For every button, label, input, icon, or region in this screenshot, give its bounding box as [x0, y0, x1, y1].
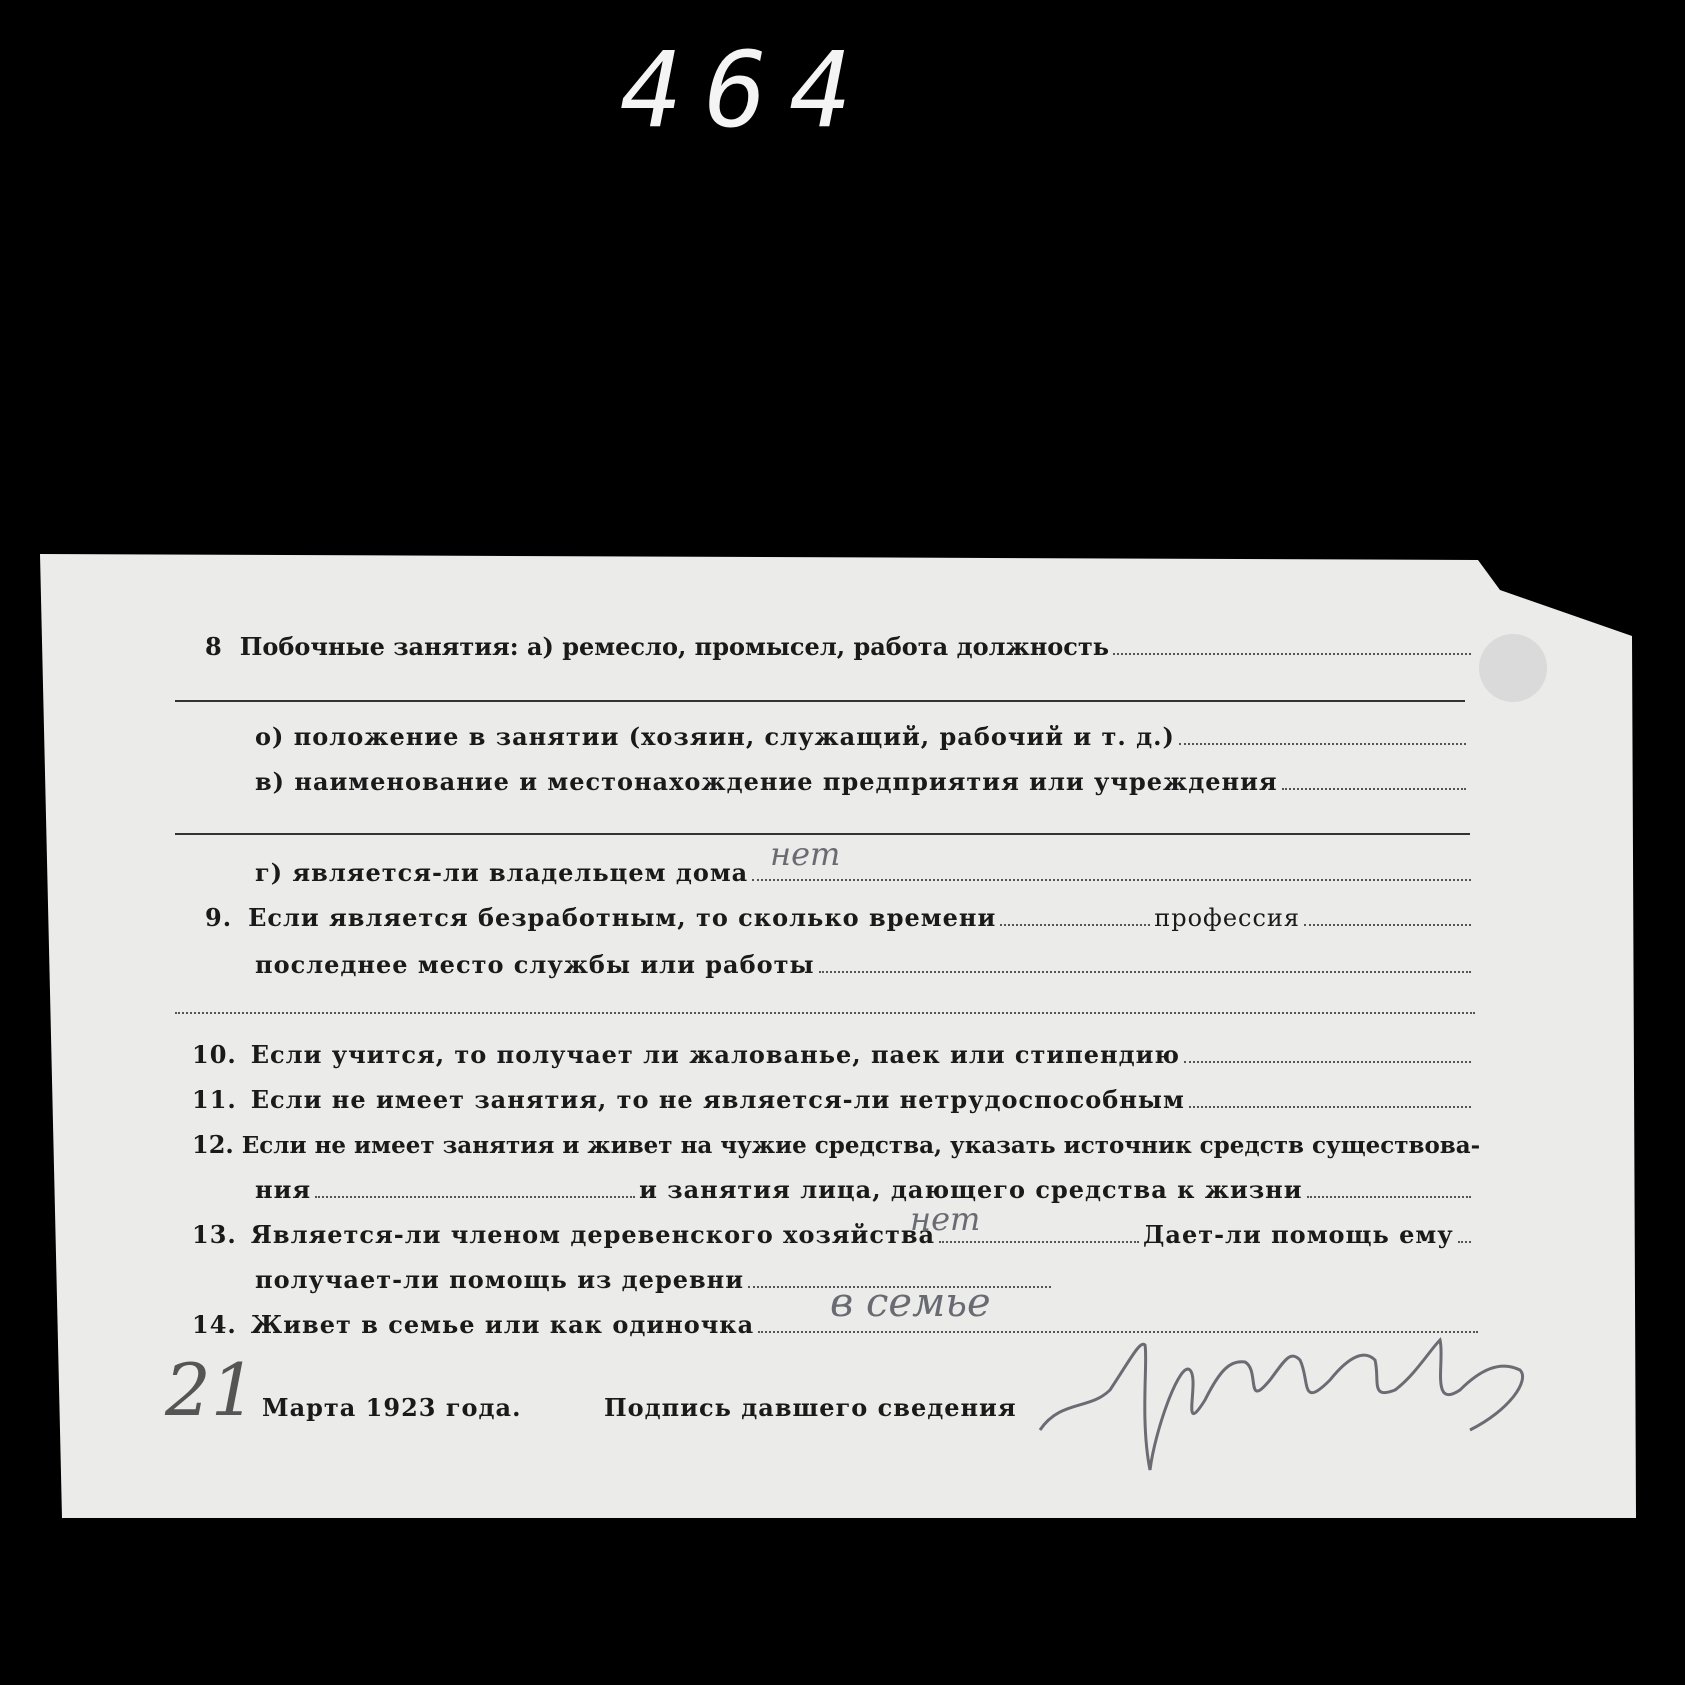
- q9-last-place-fill-line: [819, 971, 1471, 973]
- q8b-row: [255, 722, 1470, 751]
- q13-help-label: Дает-ли помощь ему: [1143, 1220, 1454, 1249]
- q11-text: Если не имеет занятия, то не является-ли нетрудоспособным: [250, 1085, 1185, 1114]
- q8v-text: в) наименование и местонахождение предприятия или учреждения: [255, 767, 1278, 796]
- q11-fill-line: [1189, 1106, 1471, 1108]
- date-day-handwritten: 21: [165, 1348, 257, 1432]
- q8g-text: г) является-ли владельцем дома: [255, 858, 749, 887]
- q8a-row: [205, 632, 1475, 661]
- q8a-fill-line: [1113, 653, 1471, 655]
- q11-row: [192, 1085, 1475, 1114]
- q12-row-1: [192, 1130, 1482, 1159]
- q14-number: 14.: [192, 1310, 237, 1339]
- q13-receives-text: получает-ли помощь из деревни: [255, 1265, 745, 1294]
- q8b-fill-line: [1179, 743, 1466, 745]
- q13-row-1: [192, 1220, 1475, 1249]
- q11-number: 11.: [192, 1085, 237, 1114]
- handwritten-signature: [1030, 1300, 1630, 1520]
- q9-rule: [175, 1012, 1475, 1014]
- signature-row: [604, 1393, 1024, 1422]
- q12-number: 12.: [192, 1130, 234, 1159]
- q9-profession-label: профессия: [1154, 904, 1301, 932]
- q9-last-place-text: последнее место службы или работы: [255, 950, 815, 979]
- q12-provider-fill-line: [1307, 1196, 1472, 1198]
- q12-text-cont: ния: [255, 1175, 312, 1204]
- q8-number: 8: [205, 632, 222, 661]
- q12-text: Если не имеет занятия и живет на чужие средства, указать источник средств существова-: [241, 1132, 1481, 1159]
- q9-number: 9.: [205, 903, 233, 932]
- q9-profession-fill-line: [1304, 924, 1471, 926]
- q8g-fill-line: [752, 879, 1471, 881]
- q10-number: 10.: [192, 1040, 237, 1069]
- q10-fill-line: [1184, 1061, 1471, 1063]
- q8b-text: о) положение в занятии (хозяин, служащий, рабочий и т. д.): [255, 722, 1175, 751]
- q13-text: Является-ли членом деревенского хозяйства: [250, 1220, 936, 1249]
- q8a-rule: [175, 700, 1465, 702]
- q10-row: [192, 1040, 1475, 1069]
- q10-text: Если учится, то получает ли жалованье, паек или стипендию: [250, 1040, 1181, 1069]
- q13-number: 13.: [192, 1220, 237, 1249]
- q8g-handwritten-answer: нет: [770, 835, 841, 873]
- signature-label: Подпись давшего сведения: [604, 1393, 1017, 1422]
- q12-source-fill-line: [315, 1196, 635, 1198]
- q13-help-fill-line: [1458, 1241, 1471, 1243]
- q12-provider-text: и занятия лица, дающего средства к жизни: [639, 1175, 1303, 1204]
- date-row: [262, 1393, 521, 1422]
- q13-member-fill-line: [939, 1241, 1139, 1243]
- q13-handwritten-answer: нет: [910, 1200, 981, 1238]
- q12-row-2: [255, 1175, 1475, 1204]
- q8v-fill-line: [1282, 788, 1466, 790]
- q9-time-fill-line: [1000, 924, 1150, 926]
- q14-text: Живет в семье или как одиночка: [250, 1310, 755, 1339]
- q14-handwritten-answer: в семье: [830, 1280, 991, 1326]
- frame-number: 464: [620, 29, 874, 151]
- q8a-text: Побочные занятия: а) ремесло, промысел, работа должность: [239, 632, 1110, 661]
- date-text: Марта 1923 года.: [262, 1393, 522, 1422]
- q9-text: Если является безработным, то сколько времени: [248, 903, 997, 932]
- q9-row-2: [255, 950, 1475, 979]
- q8v-row: [255, 767, 1470, 796]
- q8g-row: [255, 858, 1475, 887]
- q9-row-1: [205, 903, 1475, 932]
